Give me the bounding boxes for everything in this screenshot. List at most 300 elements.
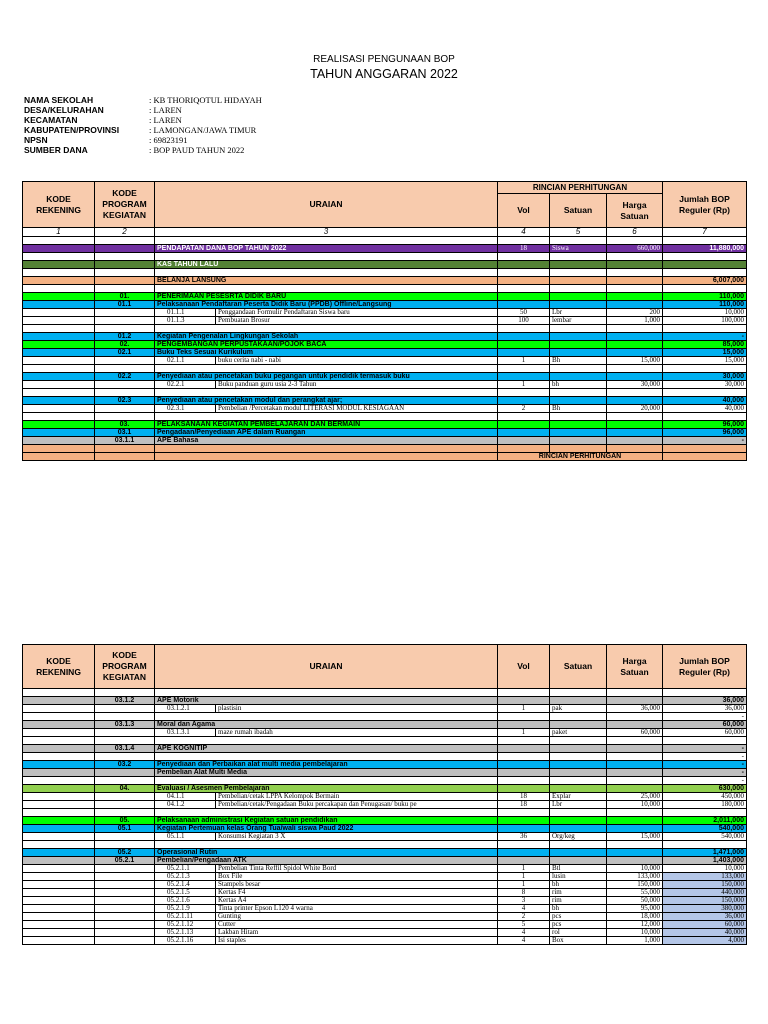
table-row — [23, 873, 747, 881]
cell-empty — [155, 453, 498, 461]
cell-p: 03.1.1 — [95, 437, 155, 445]
cell-j: 2,011,000 — [663, 817, 747, 825]
cell-v: 1 — [498, 865, 550, 873]
table-row — [23, 769, 747, 777]
cell-s — [550, 341, 607, 349]
cell-p — [95, 445, 155, 453]
cell-s — [550, 745, 607, 753]
cell-k — [23, 913, 95, 921]
cell-j: 15,000 — [663, 349, 747, 357]
cell-p: 01.1 — [95, 301, 155, 309]
cell-s: bh — [550, 905, 607, 913]
cell-h — [607, 777, 663, 785]
col-num: 7 — [663, 228, 747, 237]
cell-empty — [663, 453, 747, 461]
cell-u: Moral dan Agama — [155, 721, 498, 729]
cell-s — [550, 841, 607, 849]
cell-k — [23, 841, 95, 849]
cell-v: 4 — [498, 905, 550, 913]
cell-u — [155, 801, 498, 809]
cell-v — [498, 761, 550, 769]
cell-s — [550, 761, 607, 769]
cell-p — [95, 389, 155, 397]
budget-table-1 — [22, 181, 747, 461]
cell-s — [550, 753, 607, 761]
cell-s — [550, 293, 607, 301]
cell-k — [23, 857, 95, 865]
cell-u — [155, 713, 498, 721]
cell-j: 40,000 — [663, 929, 747, 937]
cell-u: APE KOGNITIP — [155, 745, 498, 753]
cell-u — [155, 921, 498, 929]
table-row — [23, 261, 747, 269]
table-row — [23, 285, 747, 293]
cell-p: 02.3 — [95, 397, 155, 405]
info-label: NPSN — [24, 135, 48, 145]
cell-k — [23, 301, 95, 309]
cell-h — [607, 341, 663, 349]
cell-u — [155, 737, 498, 745]
table-row — [23, 317, 747, 325]
cell-s: pcs — [550, 921, 607, 929]
cell-v: 3 — [498, 897, 550, 905]
table-row — [23, 341, 747, 349]
cell-s: pak — [550, 705, 607, 713]
col-num: 1 — [23, 228, 95, 237]
item-description: Pembelian/cetak/Pengadaan Buku percakapan dan Penugasan/ buku pe — [218, 800, 417, 808]
cell-p: 03.2 — [95, 761, 155, 769]
info-value: : LAREN — [149, 115, 182, 125]
header-jumlah: Jumlah BOP Reguler (Rp) — [663, 182, 747, 228]
cell-u — [155, 381, 498, 389]
table-row — [23, 349, 747, 357]
table-row — [23, 413, 747, 421]
info-value: : KB THORIQOTUL HIDAYAH — [149, 95, 262, 105]
item-description: Pembelian/cetak LPPA Kelompok Bermain — [218, 792, 340, 800]
cell-v: 100 — [498, 317, 550, 325]
cell-u: APE Bahasa — [155, 437, 498, 445]
cell-s — [550, 277, 607, 285]
cell-u: PENDAPATAN DANA BOP TAHUN 2022 — [155, 245, 498, 253]
cell-p — [95, 865, 155, 873]
cell-k — [23, 697, 95, 705]
cell-u: BELANJA LANSUNG — [155, 277, 498, 285]
cell-v — [498, 349, 550, 357]
sub-code: 05.2.1.4 — [155, 881, 216, 888]
cell-s — [550, 777, 607, 785]
sub-code: 04.1.1 — [155, 793, 216, 800]
item-description: Buku panduan guru usia 2-3 Tahun — [218, 380, 317, 388]
cell-p: 05.2.1 — [95, 857, 155, 865]
table-row — [23, 333, 747, 341]
cell-s: rim — [550, 889, 607, 897]
cell-h: 25,000 — [607, 793, 663, 801]
cell-j: 10,000 — [663, 309, 747, 317]
table-row — [23, 301, 747, 309]
table-row — [23, 325, 747, 333]
cell-s: Lbr — [550, 801, 607, 809]
cell-j: 96,000 — [663, 421, 747, 429]
cell-u — [155, 937, 498, 945]
cell-h: 20,000 — [607, 405, 663, 413]
cell-v: 2 — [498, 405, 550, 413]
cell-p — [95, 737, 155, 745]
sub-code: 05.2.1.12 — [155, 921, 216, 928]
cell-p — [95, 357, 155, 365]
cell-j — [663, 269, 747, 277]
footer-row — [23, 453, 747, 461]
cell-v — [498, 389, 550, 397]
cell-p — [95, 705, 155, 713]
cell-p: 04. — [95, 785, 155, 793]
cell-j: 100,000 — [663, 317, 747, 325]
cell-h: 10,000 — [607, 865, 663, 873]
col-num: 2 — [95, 228, 155, 237]
cell-u: APE Motorik — [155, 697, 498, 705]
cell-k — [23, 785, 95, 793]
cell-p — [95, 873, 155, 881]
cell-k — [23, 397, 95, 405]
cell-h — [607, 253, 663, 261]
cell-v: 1 — [498, 729, 550, 737]
cell-k — [23, 373, 95, 381]
cell-h: 1,000 — [607, 317, 663, 325]
cell-s — [550, 825, 607, 833]
cell-h — [607, 349, 663, 357]
header-harga: Harga Satuan — [607, 645, 663, 689]
cell-v: 2 — [498, 913, 550, 921]
cell-p — [95, 237, 155, 245]
cell-v — [498, 325, 550, 333]
cell-v — [498, 777, 550, 785]
cell-u — [155, 365, 498, 373]
cell-v — [498, 237, 550, 245]
cell-p — [95, 889, 155, 897]
cell-p — [95, 261, 155, 269]
cell-u — [155, 777, 498, 785]
cell-j — [663, 689, 747, 697]
cell-k — [23, 817, 95, 825]
cell-empty — [95, 453, 155, 461]
cell-s — [550, 849, 607, 857]
sub-code: 01.1.1 — [155, 309, 216, 316]
cell-p — [95, 405, 155, 413]
cell-k — [23, 293, 95, 301]
cell-h — [607, 761, 663, 769]
cell-h — [607, 277, 663, 285]
cell-v — [498, 429, 550, 437]
header-uraian: URAIAN — [155, 645, 498, 689]
cell-u — [155, 753, 498, 761]
cell-j: 110,000 — [663, 293, 747, 301]
sub-code: 02.1.1 — [155, 357, 216, 364]
cell-p — [95, 753, 155, 761]
cell-j — [663, 253, 747, 261]
cell-s: Box — [550, 937, 607, 945]
cell-p — [95, 277, 155, 285]
cell-s — [550, 325, 607, 333]
cell-j: 36,000 — [663, 705, 747, 713]
cell-j: - — [663, 761, 747, 769]
header-harga: Harga Satuan — [607, 194, 663, 228]
sub-code: 05.2.1.11 — [155, 913, 216, 920]
cell-v — [498, 421, 550, 429]
cell-u: Pengadaan/Penyediaan APE dalam Ruangan — [155, 429, 498, 437]
cell-v: 8 — [498, 889, 550, 897]
cell-h: 95,000 — [607, 905, 663, 913]
cell-p — [95, 325, 155, 333]
cell-h: 1,000 — [607, 937, 663, 945]
cell-h: 55,000 — [607, 889, 663, 897]
col-num: 4 — [498, 228, 550, 237]
cell-s — [550, 785, 607, 793]
cell-h — [607, 365, 663, 373]
header-kode-program: KODE PROGRAM KEGIATAN — [95, 182, 155, 228]
sub-code: 04.1.2 — [155, 801, 216, 808]
cell-p — [95, 905, 155, 913]
sub-code: 05.2.1.13 — [155, 929, 216, 936]
item-description: Pembuatan Brosur — [218, 316, 270, 324]
cell-k — [23, 317, 95, 325]
cell-h: 50,000 — [607, 897, 663, 905]
cell-p: 05.1 — [95, 825, 155, 833]
cell-p — [95, 285, 155, 293]
cell-h — [607, 325, 663, 333]
table-row — [23, 793, 747, 801]
cell-v — [498, 841, 550, 849]
cell-u — [155, 285, 498, 293]
cell-j: 380,000 — [663, 905, 747, 913]
cell-u: Pelaksanaan administrasi Kegiatan satuan pendidikan — [155, 817, 498, 825]
item-description: Pembelian /Percetakan modul LITERASI MODUL KESIAGAAN — [218, 404, 405, 412]
info-value: : LAMONGAN/JAWA TIMUR — [149, 125, 257, 135]
cell-k — [23, 309, 95, 317]
cell-p: 03.1.2 — [95, 697, 155, 705]
table-row — [23, 293, 747, 301]
cell-p — [95, 689, 155, 697]
cell-u — [155, 873, 498, 881]
info-label: NAMA SEKOLAH — [24, 95, 94, 105]
cell-h — [607, 737, 663, 745]
cell-j — [663, 285, 747, 293]
cell-s: bh — [550, 381, 607, 389]
cell-p — [95, 881, 155, 889]
cell-p — [95, 413, 155, 421]
cell-v — [498, 721, 550, 729]
cell-j — [663, 737, 747, 745]
cell-h — [607, 841, 663, 849]
cell-k — [23, 689, 95, 697]
info-value: : 69823191 — [149, 135, 188, 145]
cell-k — [23, 737, 95, 745]
cell-u: Buku Teks Sesuai Kurikulum — [155, 349, 498, 357]
cell-s — [550, 253, 607, 261]
cell-s — [550, 421, 607, 429]
cell-j: 6,007,000 — [663, 277, 747, 285]
cell-s — [550, 721, 607, 729]
cell-p — [95, 381, 155, 389]
table-row — [23, 381, 747, 389]
cell-u — [155, 881, 498, 889]
cell-p — [95, 769, 155, 777]
cell-k — [23, 413, 95, 421]
cell-h — [607, 333, 663, 341]
cell-h: 10,000 — [607, 929, 663, 937]
cell-k — [23, 745, 95, 753]
cell-k — [23, 713, 95, 721]
sub-code: 02.2.1 — [155, 381, 216, 388]
cell-p — [95, 269, 155, 277]
cell-p — [95, 833, 155, 841]
table-row — [23, 785, 747, 793]
cell-k — [23, 381, 95, 389]
cell-j: 36,000 — [663, 697, 747, 705]
cell-v: 5 — [498, 921, 550, 929]
cell-u: PELAKSANAAN KEGIATAN PEMBELAJARAN DAN BERMAIN — [155, 421, 498, 429]
cell-k — [23, 705, 95, 713]
cell-p — [95, 937, 155, 945]
col-num: 6 — [607, 228, 663, 237]
table-row — [23, 705, 747, 713]
header-kode-rekening: KODE REKENING — [23, 182, 95, 228]
cell-p: 05. — [95, 817, 155, 825]
cell-v — [498, 769, 550, 777]
cell-u: Penyediaan atau pencetakan modul dan perangkat ajar; — [155, 397, 498, 405]
cell-v: 18 — [498, 793, 550, 801]
cell-v — [498, 293, 550, 301]
cell-s: Org/keg — [550, 833, 607, 841]
cell-u — [155, 413, 498, 421]
cell-s: lembar — [550, 317, 607, 325]
cell-h — [607, 389, 663, 397]
table-row — [23, 245, 747, 253]
cell-j: 96,000 — [663, 429, 747, 437]
cell-h: 15,000 — [607, 357, 663, 365]
cell-p: 01. — [95, 293, 155, 301]
cell-k — [23, 825, 95, 833]
cell-h: 36,000 — [607, 705, 663, 713]
table-row — [23, 689, 747, 697]
table-row — [23, 881, 747, 889]
cell-s — [550, 769, 607, 777]
cell-j — [663, 809, 747, 817]
cell-j — [663, 413, 747, 421]
cell-h: 18,000 — [607, 913, 663, 921]
item-description: Box File — [218, 872, 243, 880]
cell-u — [155, 929, 498, 937]
cell-v — [498, 817, 550, 825]
cell-j: 10,000 — [663, 865, 747, 873]
cell-s: Explar — [550, 793, 607, 801]
cell-v — [498, 445, 550, 453]
cell-v: 1 — [498, 873, 550, 881]
cell-u — [155, 809, 498, 817]
cell-j: 36,000 — [663, 913, 747, 921]
cell-u: Kegiatan Pertemuan kelas Orang Tua/wali siswa Paud 2022 — [155, 825, 498, 833]
cell-j — [663, 445, 747, 453]
table-row — [23, 713, 747, 721]
cell-j: 540,000 — [663, 833, 747, 841]
cell-v: 4 — [498, 937, 550, 945]
cell-j: 630,000 — [663, 785, 747, 793]
table-row — [23, 857, 747, 865]
cell-k — [23, 357, 95, 365]
header-rincian: RINCIAN PERHITUNGAN — [498, 182, 663, 194]
cell-h: 30,000 — [607, 381, 663, 389]
cell-j: 15,000 — [663, 357, 747, 365]
table-row — [23, 397, 747, 405]
cell-h — [607, 753, 663, 761]
cell-v — [498, 849, 550, 857]
cell-k — [23, 777, 95, 785]
cell-j — [663, 365, 747, 373]
cell-v — [498, 341, 550, 349]
cell-k — [23, 325, 95, 333]
cell-j: 85,000 — [663, 341, 747, 349]
cell-u — [155, 897, 498, 905]
item-description: Stampels besar — [218, 880, 261, 888]
cell-k — [23, 905, 95, 913]
cell-p: 03.1 — [95, 429, 155, 437]
cell-h — [607, 373, 663, 381]
cell-h: 660,000 — [607, 245, 663, 253]
info-value: : BOP PAUD TAHUN 2022 — [149, 145, 245, 155]
cell-v — [498, 277, 550, 285]
cell-s: lusin — [550, 873, 607, 881]
cell-p — [95, 921, 155, 929]
cell-j — [663, 325, 747, 333]
table-row — [23, 737, 747, 745]
cell-s: pcs — [550, 913, 607, 921]
cell-k — [23, 365, 95, 373]
cell-s — [550, 437, 607, 445]
cell-h — [607, 437, 663, 445]
item-description: Pembelian Tinta Reffil Spidol White Bord — [218, 864, 337, 872]
cell-h — [607, 849, 663, 857]
table-row — [23, 825, 747, 833]
cell-v — [498, 437, 550, 445]
item-description: Konsumsi Kegiatan 3 X — [218, 832, 286, 840]
cell-u: Kegiatan Pengenalan Lingkungan Sekolah — [155, 333, 498, 341]
cell-v — [498, 365, 550, 373]
cell-v: 36 — [498, 833, 550, 841]
table-row — [23, 937, 747, 945]
info-value: : LAREN — [149, 105, 182, 115]
cell-v — [498, 737, 550, 745]
cell-s — [550, 809, 607, 817]
sub-code: 03.1.3.1 — [155, 729, 216, 736]
cell-k — [23, 341, 95, 349]
cell-u — [155, 729, 498, 737]
sub-code: 05.1.1 — [155, 833, 216, 840]
cell-k — [23, 937, 95, 945]
cell-k — [23, 929, 95, 937]
cell-h — [607, 237, 663, 245]
sub-code: 01.1.3 — [155, 317, 216, 324]
cell-s: Bh — [550, 357, 607, 365]
cell-u — [155, 253, 498, 261]
cell-j: 30,000 — [663, 381, 747, 389]
table-row — [23, 745, 747, 753]
cell-s — [550, 237, 607, 245]
cell-v — [498, 301, 550, 309]
cell-s — [550, 713, 607, 721]
cell-h — [607, 825, 663, 833]
footer-rincian: RINCIAN PERHITUNGAN — [498, 453, 663, 461]
cell-k — [23, 753, 95, 761]
cell-u — [155, 705, 498, 713]
cell-h — [607, 293, 663, 301]
